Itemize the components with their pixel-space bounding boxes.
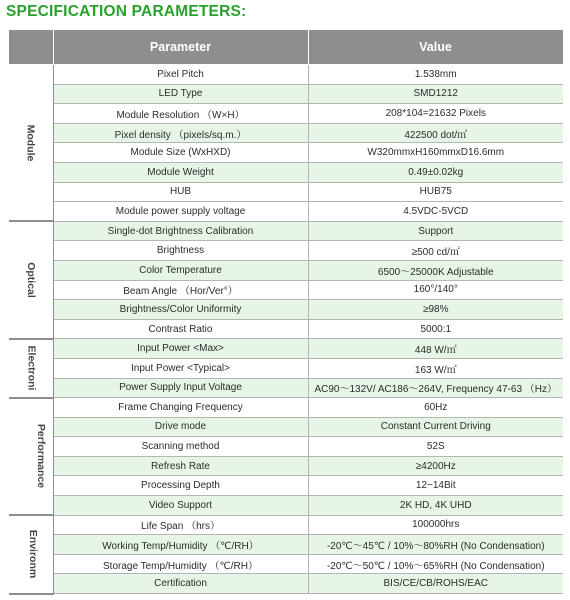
group-label: Module — [24, 124, 37, 161]
value-cell: BIS/CE/CB/ROHS/EAC — [308, 574, 563, 594]
param-cell: LED Type — [53, 84, 308, 104]
table-row — [9, 378, 563, 398]
param-cell: Working Temp/Humidity （℃/RH） — [53, 535, 308, 555]
param-cell: Life Span （hrs） — [53, 515, 308, 535]
group-label: Performance — [35, 424, 48, 489]
table-row — [9, 241, 563, 261]
table-row — [9, 260, 563, 280]
table-row — [9, 182, 563, 202]
group-label: Environm — [27, 530, 40, 579]
table-row — [9, 319, 563, 339]
param-cell: Input Power <Typical> — [53, 358, 308, 378]
table-row — [9, 358, 563, 378]
value-cell: 6500～25000K Adjustable — [308, 260, 563, 280]
value-cell: 422500 dot/㎡ — [308, 123, 563, 143]
value-cell: 448 W/㎡ — [308, 339, 563, 359]
table-row — [9, 280, 563, 300]
table-row — [9, 554, 563, 574]
param-cell: Video Support — [53, 496, 308, 516]
param-cell: Certification — [53, 574, 308, 594]
param-cell: Brightness/Color Uniformity — [53, 300, 308, 320]
table-row — [9, 123, 563, 143]
table-row — [9, 515, 563, 535]
value-cell: 163 W/㎡ — [308, 358, 563, 378]
value-cell: 0.49±0.02kg — [308, 162, 563, 182]
value-cell: 52S — [308, 437, 563, 457]
value-cell: 5000:1 — [308, 319, 563, 339]
table-row — [9, 417, 563, 437]
param-cell: Input Power <Max> — [53, 339, 308, 359]
page-title: SPECIFICATION PARAMETERS: — [6, 3, 247, 20]
param-cell: Brightness — [53, 241, 308, 261]
table-row — [9, 104, 563, 124]
value-cell: -20℃～50℃ / 10%～65%RH (No Condensation) — [308, 554, 563, 574]
value-cell: -20℃～45℃ / 10%～80%RH (No Condensation) — [308, 535, 563, 555]
param-cell: Power Supply Input Voltage — [53, 378, 308, 398]
table-row — [9, 143, 563, 163]
group-electronic — [9, 339, 53, 398]
group-performance — [9, 398, 53, 516]
param-cell: Pixel Pitch — [53, 65, 308, 85]
table-row — [9, 65, 563, 85]
table-row — [9, 535, 563, 555]
table-row — [9, 456, 563, 476]
value-cell: W320mmxH160mmxD16.6mm — [308, 143, 563, 163]
group-module — [9, 65, 53, 222]
header-value: Value — [308, 30, 563, 65]
param-cell: Frame Changing Frequency — [53, 398, 308, 418]
param-cell: Scanning method — [53, 437, 308, 457]
table-row — [9, 398, 563, 418]
table-row — [9, 221, 563, 241]
table-row — [9, 202, 563, 222]
table-row — [9, 84, 563, 104]
table-row — [9, 339, 563, 359]
table-row — [9, 476, 563, 496]
param-cell: Module Weight — [53, 162, 308, 182]
param-cell: Refresh Rate — [53, 456, 308, 476]
value-cell: ≥4200Hz — [308, 456, 563, 476]
group-environment — [9, 515, 53, 593]
param-cell: Module Size (WxHXD) — [53, 143, 308, 163]
table-row — [9, 300, 563, 320]
value-cell: SMD1212 — [308, 84, 563, 104]
value-cell: 160°/140° — [308, 280, 563, 300]
value-cell: 12~14Bit — [308, 476, 563, 496]
value-cell: ≥500 cd/㎡ — [308, 241, 563, 261]
table-row — [9, 496, 563, 516]
group-label: Electroni — [25, 345, 38, 391]
header-corner — [9, 30, 53, 65]
group-optical — [9, 221, 53, 339]
param-cell: Processing Depth — [53, 476, 308, 496]
value-cell: 4.5VDC-5VCD — [308, 202, 563, 222]
table-row — [9, 162, 563, 182]
value-cell: 100000hrs — [308, 515, 563, 535]
param-cell: Storage Temp/Humidity （℃/RH） — [53, 554, 308, 574]
spec-table — [9, 29, 564, 595]
value-cell: 2K HD, 4K UHD — [308, 496, 563, 516]
group-label: Optical — [24, 262, 37, 298]
param-cell: Single-dot Brightness Calibration — [53, 221, 308, 241]
param-cell: Contrast Ratio — [53, 319, 308, 339]
table-row — [9, 437, 563, 457]
table-header-row — [9, 30, 563, 65]
header-parameter: Parameter — [53, 30, 308, 65]
table-row — [9, 574, 563, 594]
value-cell: 1.538mm — [308, 65, 563, 85]
value-cell: Support — [308, 221, 563, 241]
param-cell: HUB — [53, 182, 308, 202]
param-cell: Color Temperature — [53, 260, 308, 280]
value-cell: AC90～132V/ AC186～264V, Frequency 47-63 （Hz） — [308, 378, 563, 398]
param-cell: Module power supply voltage — [53, 202, 308, 222]
param-cell: Pixel density （pixels/sq.m.） — [53, 123, 308, 143]
value-cell: HUB75 — [308, 182, 563, 202]
value-cell: 208*104=21632 Pixels — [308, 104, 563, 124]
param-cell: Module Resolution （W×H） — [53, 104, 308, 124]
param-cell: Beam Angle （Hor/Ver°） — [53, 280, 308, 300]
value-cell: ≥98% — [308, 300, 563, 320]
param-cell: Drive mode — [53, 417, 308, 437]
value-cell: Constant Current Driving — [308, 417, 563, 437]
value-cell: 60Hz — [308, 398, 563, 418]
